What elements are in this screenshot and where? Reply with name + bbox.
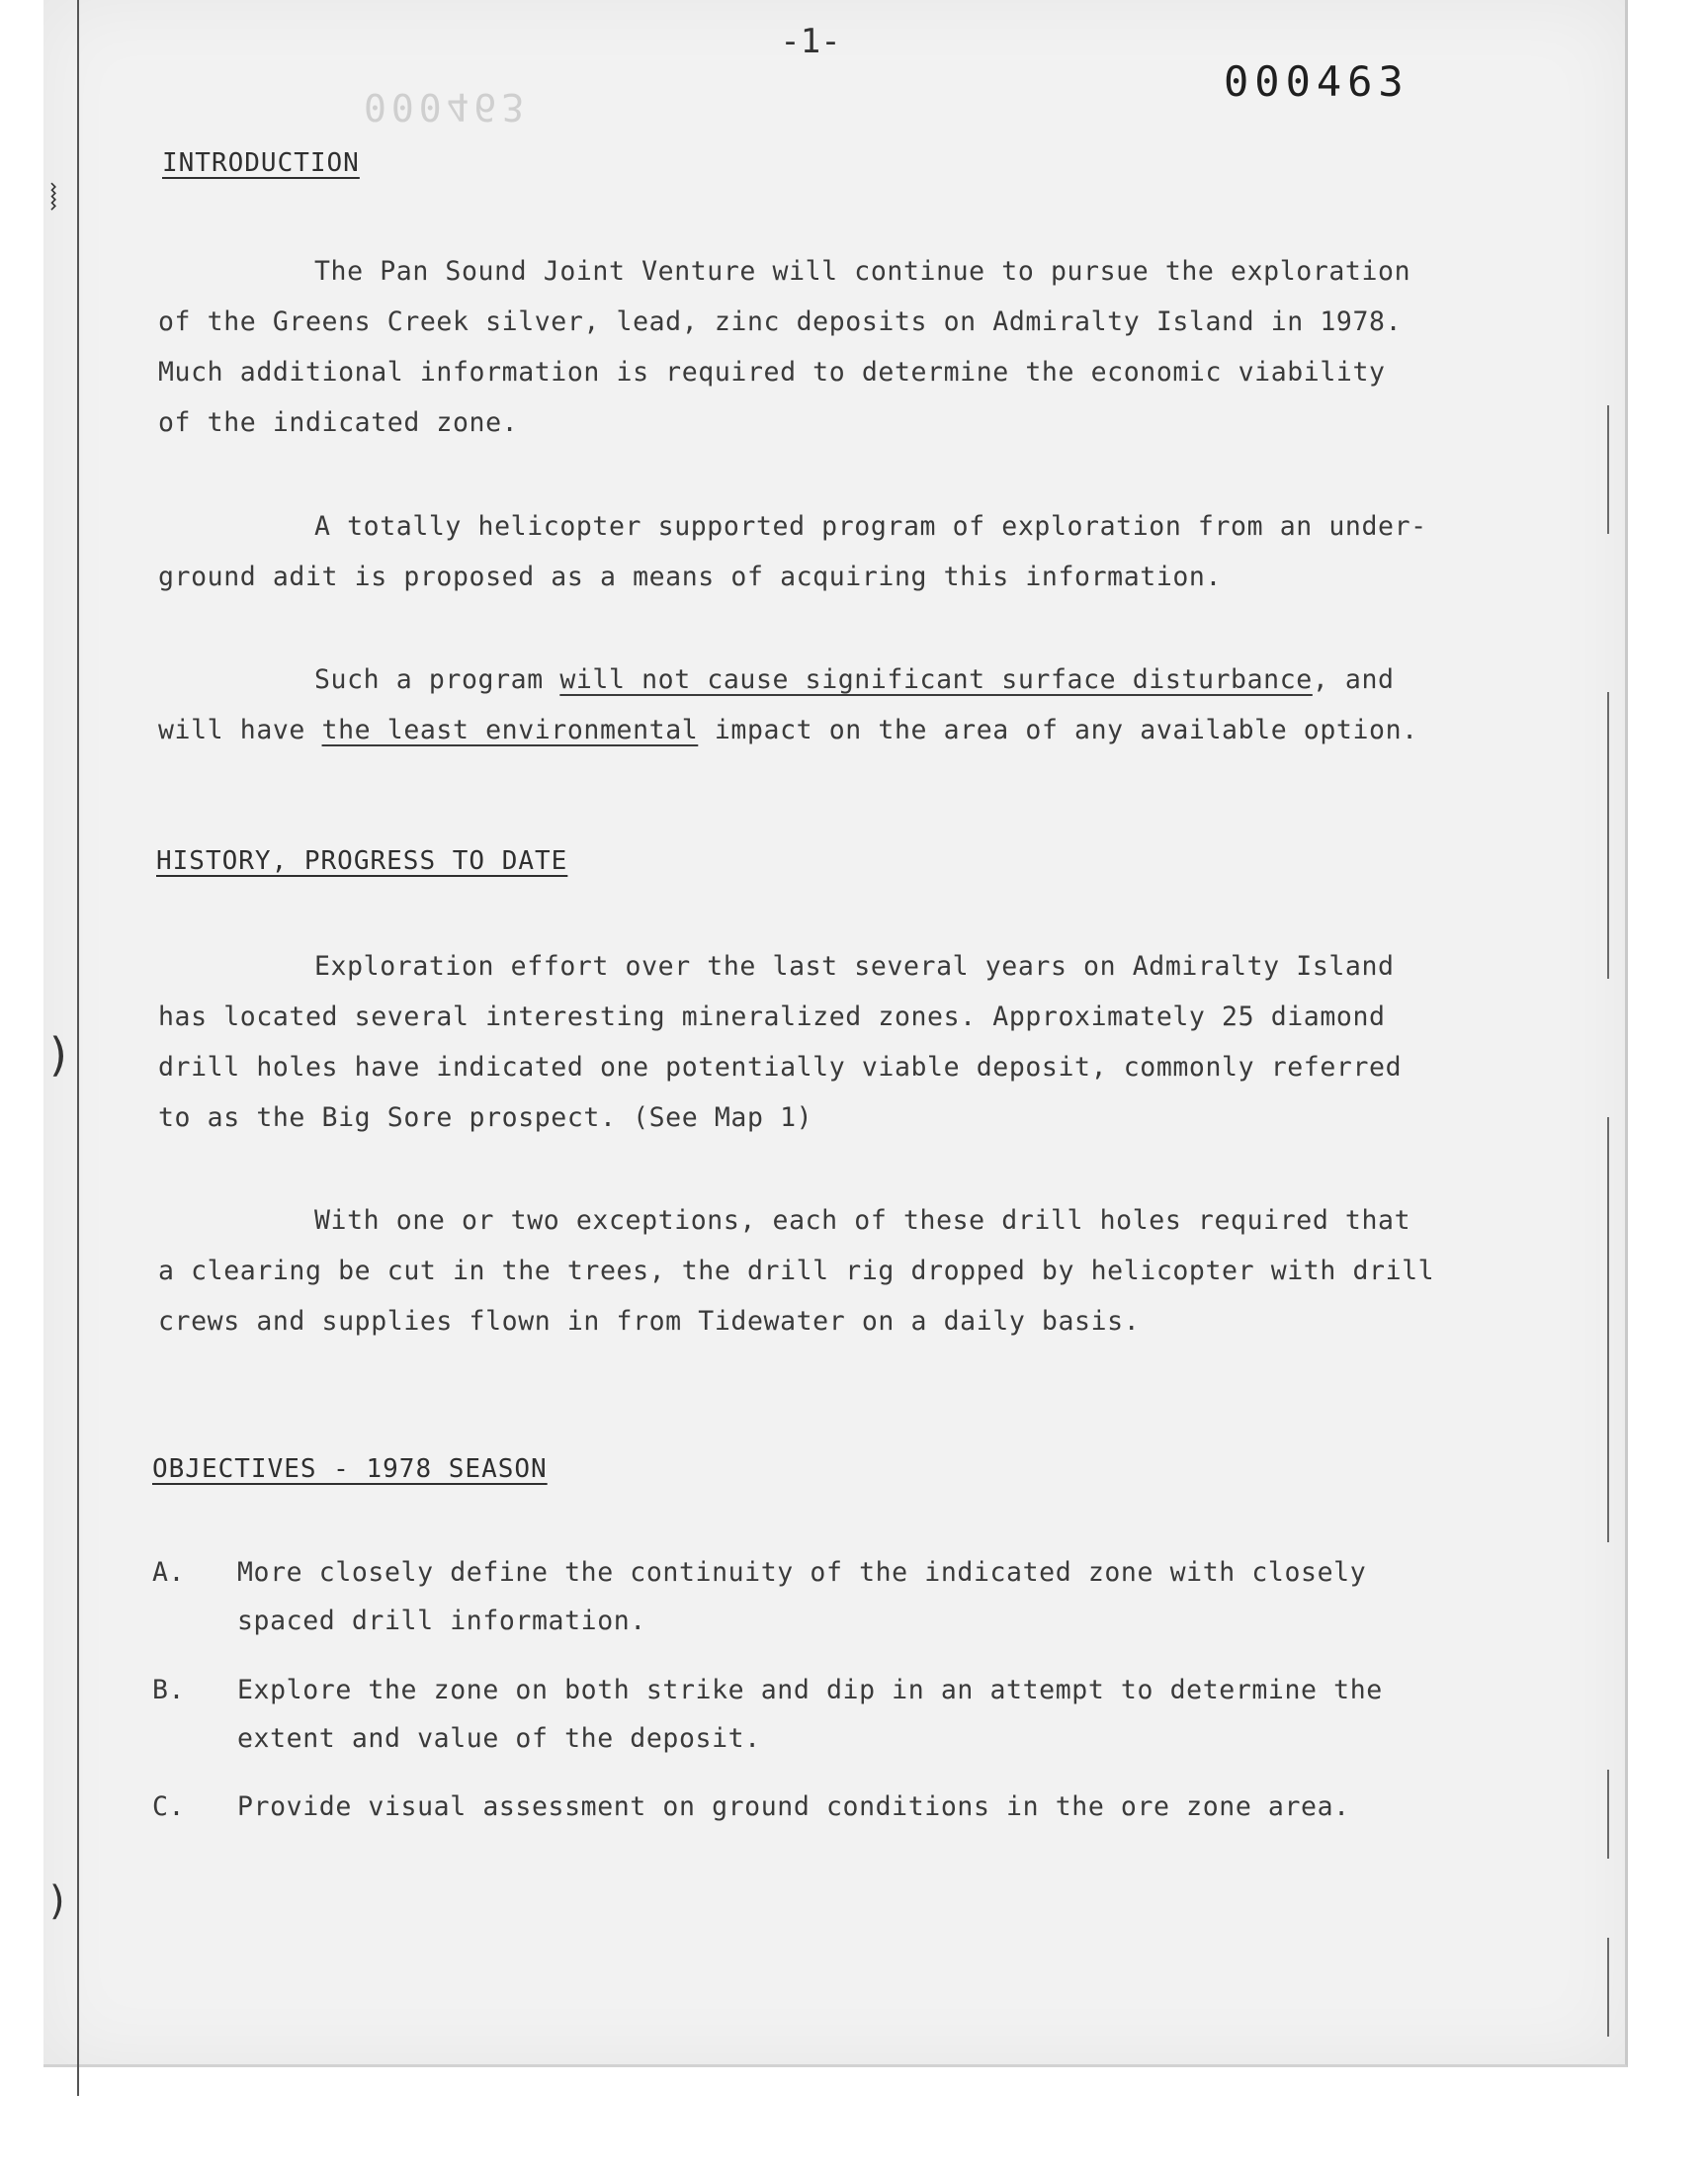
text-line: Much additional information is required to determine the economic viability xyxy=(158,357,1386,388)
text-fragment: will have xyxy=(158,715,322,745)
objective-item-a xyxy=(152,1548,1536,1647)
text-line: has located several interesting mineralized zones. Approximately 25 diamond xyxy=(158,1001,1386,1032)
introduction-heading: INTRODUCTION xyxy=(162,148,360,178)
introduction-paragraph-2 xyxy=(158,501,1532,602)
text-line: extent and value of the deposit. xyxy=(237,1723,761,1754)
text-line: Provide visual assessment on ground conditions in the ore zone area. xyxy=(237,1791,1350,1822)
text-line: of the Greens Creek silver, lead, zinc deposits on Admiralty Island in 1978. xyxy=(158,306,1403,337)
introduction-paragraph-3 xyxy=(158,654,1532,755)
text-fragment: impact on the area of any available option. xyxy=(698,715,1418,745)
text-fragment: Such a program xyxy=(314,664,560,695)
bates-number: 000463 xyxy=(1224,57,1409,106)
text-line xyxy=(158,654,1532,705)
list-marker: B. xyxy=(152,1675,186,1705)
underlined-phrase: will not cause significant surface disturbance xyxy=(559,664,1313,695)
punch-hole-mark: ) xyxy=(49,1878,65,1924)
text-line: drill holes have indicated one potentially viable deposit, commonly referred xyxy=(158,1052,1403,1083)
text-line: a clearing be cut in the trees, the drill rig dropped by helicopter with drill xyxy=(158,1256,1435,1286)
text-line: spaced drill information. xyxy=(237,1606,646,1636)
objective-item-c xyxy=(152,1783,1536,1832)
right-margin-bar xyxy=(1607,405,1609,534)
text-line: More closely define the continuity of the indicated zone with closely xyxy=(237,1557,1367,1588)
list-marker: A. xyxy=(152,1557,186,1588)
punch-hole-mark: ⧘ xyxy=(49,174,58,219)
history-heading: HISTORY, PROGRESS TO DATE xyxy=(156,846,568,876)
objective-text xyxy=(237,1548,1366,1645)
text-line: Exploration effort over the last several years on Admiralty Island xyxy=(314,951,1395,982)
objective-text xyxy=(237,1783,1350,1831)
introduction-paragraph-1 xyxy=(158,246,1532,448)
history-paragraph-2 xyxy=(158,1195,1532,1347)
objective-text xyxy=(237,1666,1383,1763)
objective-item-b xyxy=(152,1666,1536,1765)
text-line: ground adit is proposed as a means of acquiring this information. xyxy=(158,562,1223,592)
text-line: to as the Big Sore prospect. (See Map 1) xyxy=(158,1102,813,1133)
text-fragment: , and xyxy=(1312,664,1395,695)
history-paragraph-1 xyxy=(158,941,1532,1143)
list-marker: C. xyxy=(152,1791,186,1822)
text-line: A totally helicopter supported program of exploration from an under- xyxy=(314,511,1427,542)
text-line: of the indicated zone. xyxy=(158,407,519,438)
text-line: Explore the zone on both strike and dip in an attempt to determine the xyxy=(237,1675,1383,1705)
text-line xyxy=(158,705,1532,755)
objectives-heading: OBJECTIVES - 1978 SEASON xyxy=(152,1454,548,1484)
text-line: With one or two exceptions, each of these drill holes required that xyxy=(314,1205,1411,1236)
underlined-phrase: the least environmental xyxy=(321,715,699,745)
punch-hole-mark: ) xyxy=(49,1028,67,1082)
right-margin-bar xyxy=(1607,1938,1609,2037)
text-line: The Pan Sound Joint Venture will continue to pursue the exploration xyxy=(314,256,1411,287)
page-number: -1- xyxy=(780,22,841,61)
right-margin-bar xyxy=(1607,1770,1609,1859)
bleed-through-number: 000463 xyxy=(364,85,530,129)
right-margin-bar xyxy=(1607,692,1609,979)
text-line: crews and supplies flown in from Tidewater on a daily basis. xyxy=(158,1306,1141,1337)
right-margin-bar xyxy=(1607,1117,1609,1542)
binding-edge-line xyxy=(77,0,79,2096)
